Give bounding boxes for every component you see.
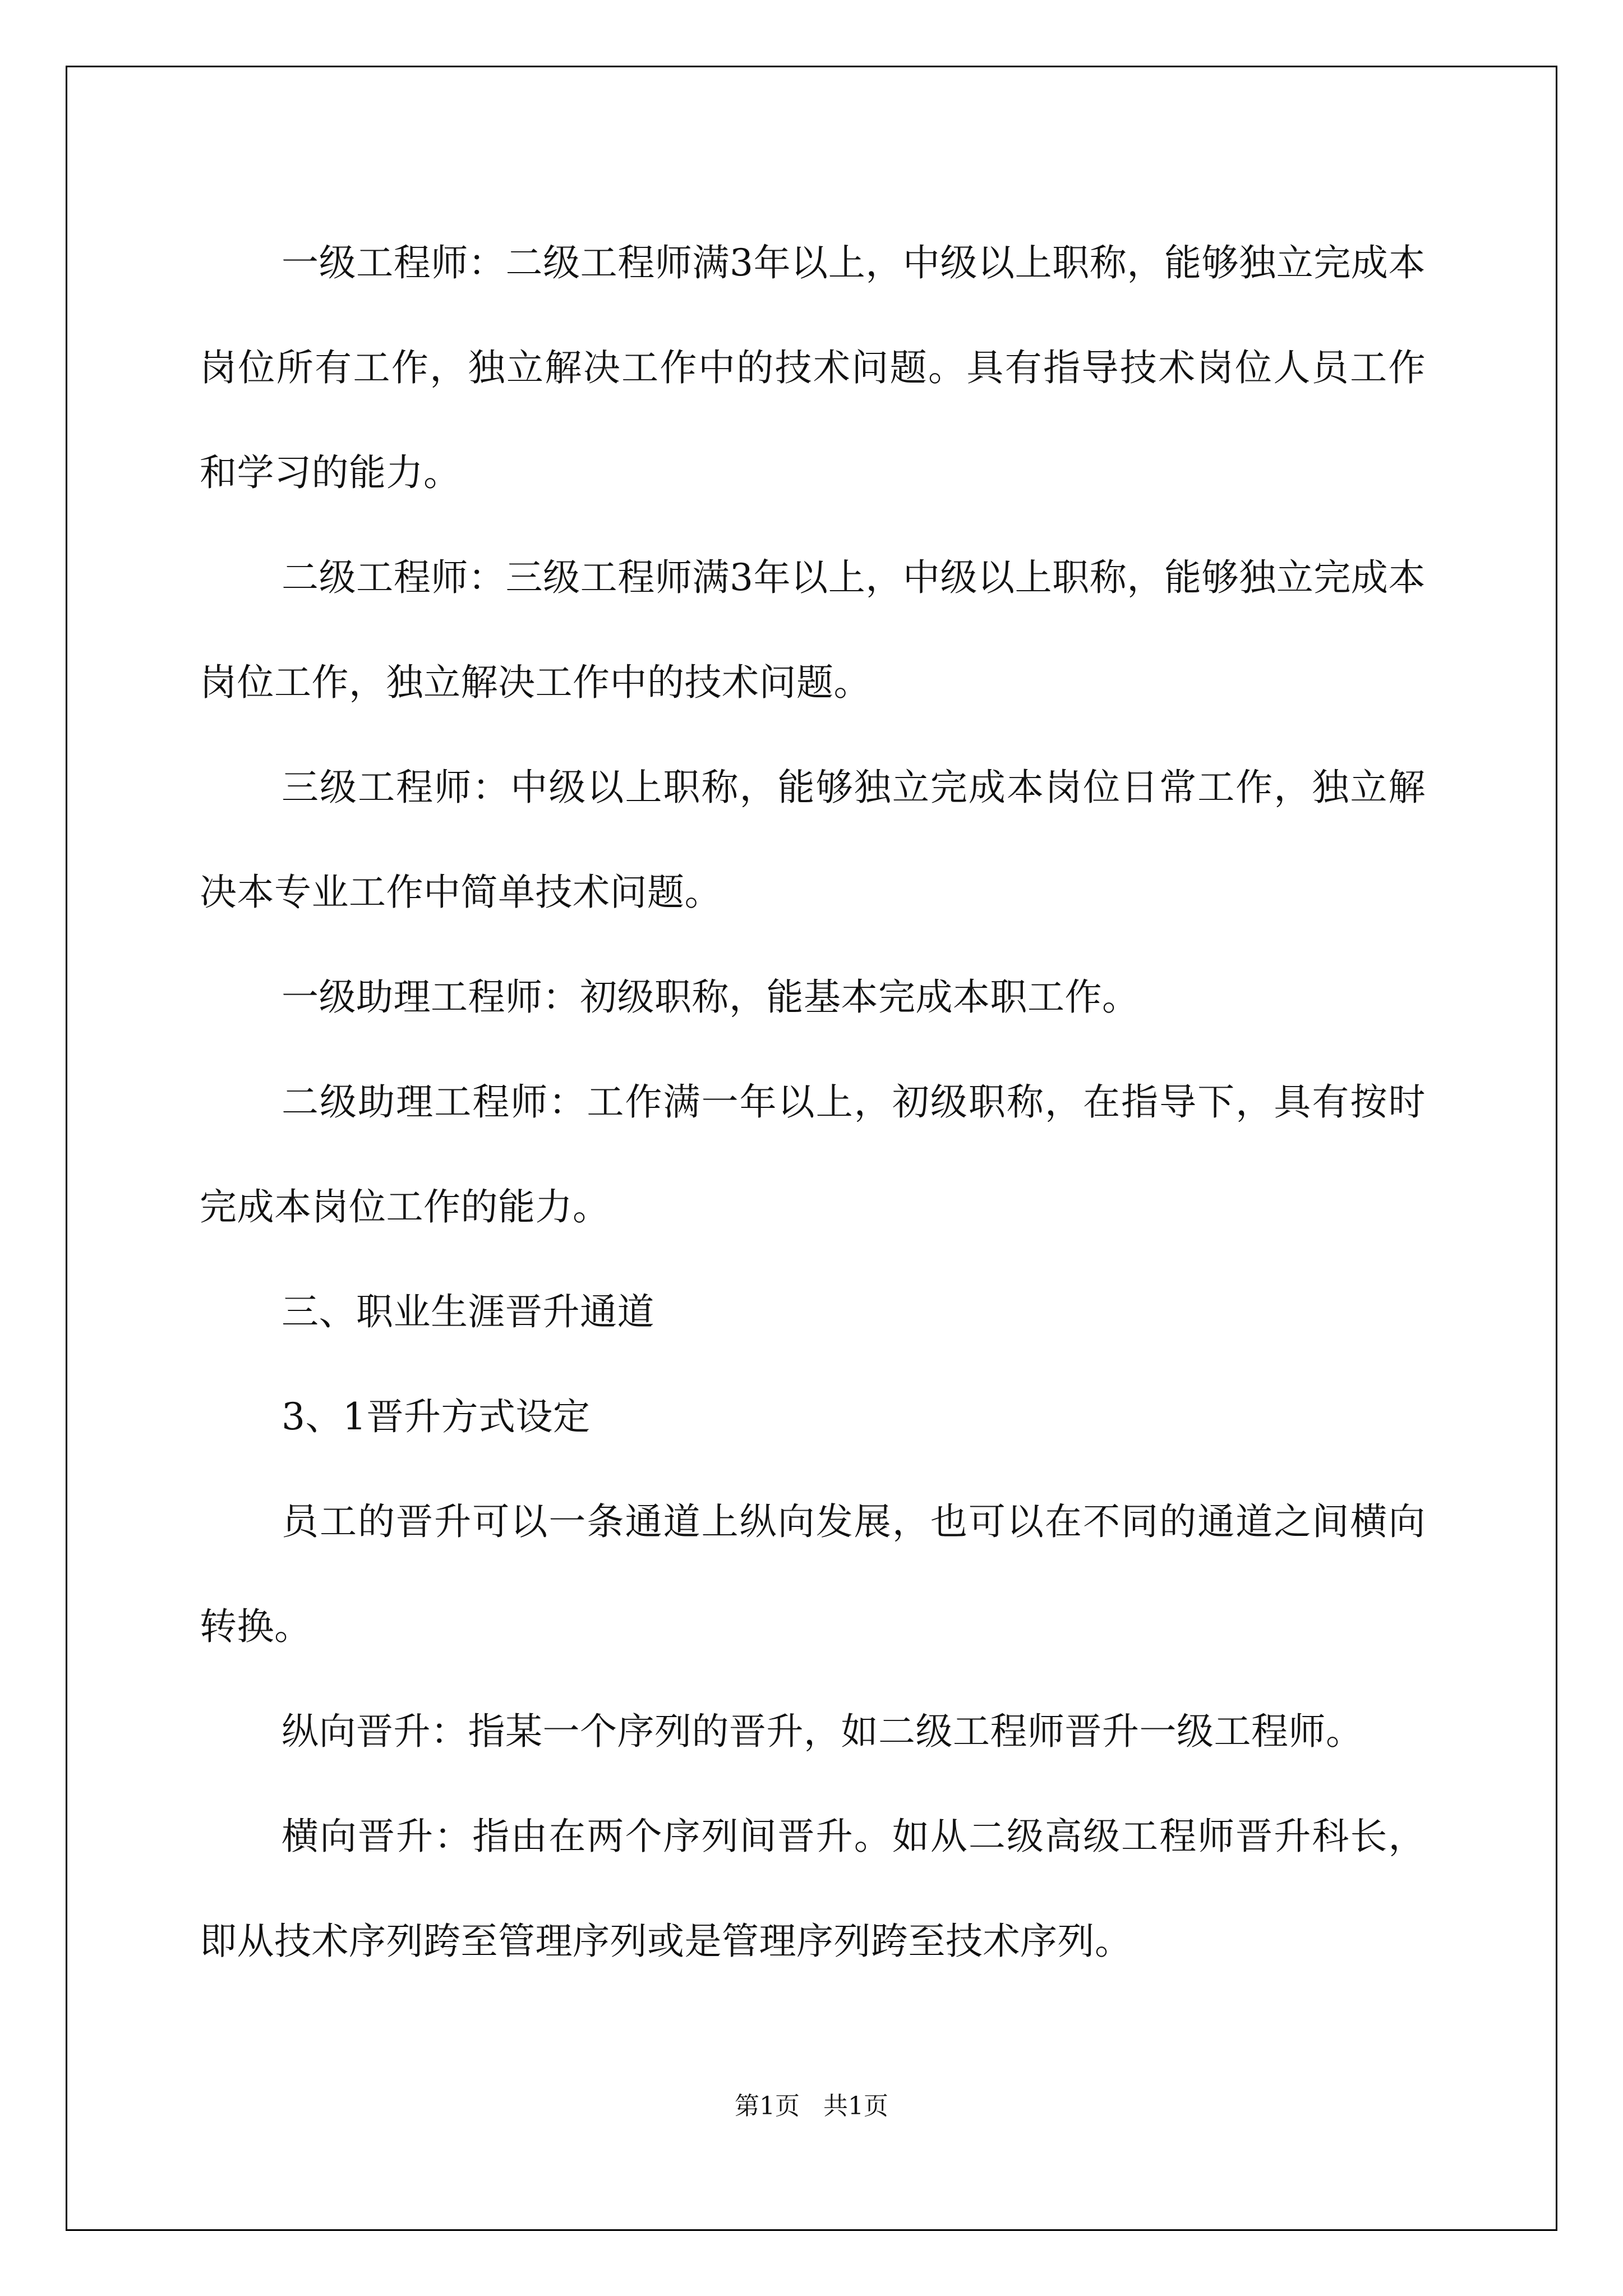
paragraph-second-level-assistant-engineer: 二级助理工程师：工作满一年以上，初级职称，在指导下，具有按时完成本岗位工作的能力。 [200, 1080, 1426, 1228]
section-heading-career-promotion: 三、职业生涯晋升通道 [282, 1290, 654, 1333]
paragraph-vertical-promotion: 纵向晋升：指某一个序列的晋升，如二级工程师晋升一级工程师。 [282, 1710, 1363, 1753]
paragraph-promotion-overview: 员工的晋升可以一条通道上纵向发展，也可以在不同的通道之间横向转换。 [200, 1500, 1426, 1648]
paragraph-second-level-engineer: 二级工程师：三级工程师满3年以上，中级以上职称，能够独立完成本岗位工作，独立解决工作中的技术问题。 [200, 556, 1426, 704]
page-number-footer: 第1页 共1页 [735, 2092, 888, 2120]
paragraph-first-level-assistant-engineer: 一级助理工程师：初级职称，能基本完成本职工作。 [282, 976, 1140, 1019]
subsection-heading-promotion-method: 3、1晋升方式设定 [282, 1395, 591, 1438]
document-body [200, 210, 1426, 1994]
paragraph-third-level-engineer: 三级工程师：中级以上职称，能够独立完成本岗位日常工作，独立解决本专业工作中简单技术问题。 [200, 766, 1426, 914]
paragraph-horizontal-promotion: 横向晋升：指由在两个序列间晋升。如从二级高级工程师晋升科长，即从技术序列跨至管理序列或是管理序列跨至技术序列。 [200, 1815, 1426, 1963]
paragraph-first-level-engineer: 一级工程师：二级工程师满3年以上，中级以上职称，能够独立完成本岗位所有工作，独立解决工作中的技术问题。具有指导技术岗位人员工作和学习的能力。 [200, 241, 1426, 494]
